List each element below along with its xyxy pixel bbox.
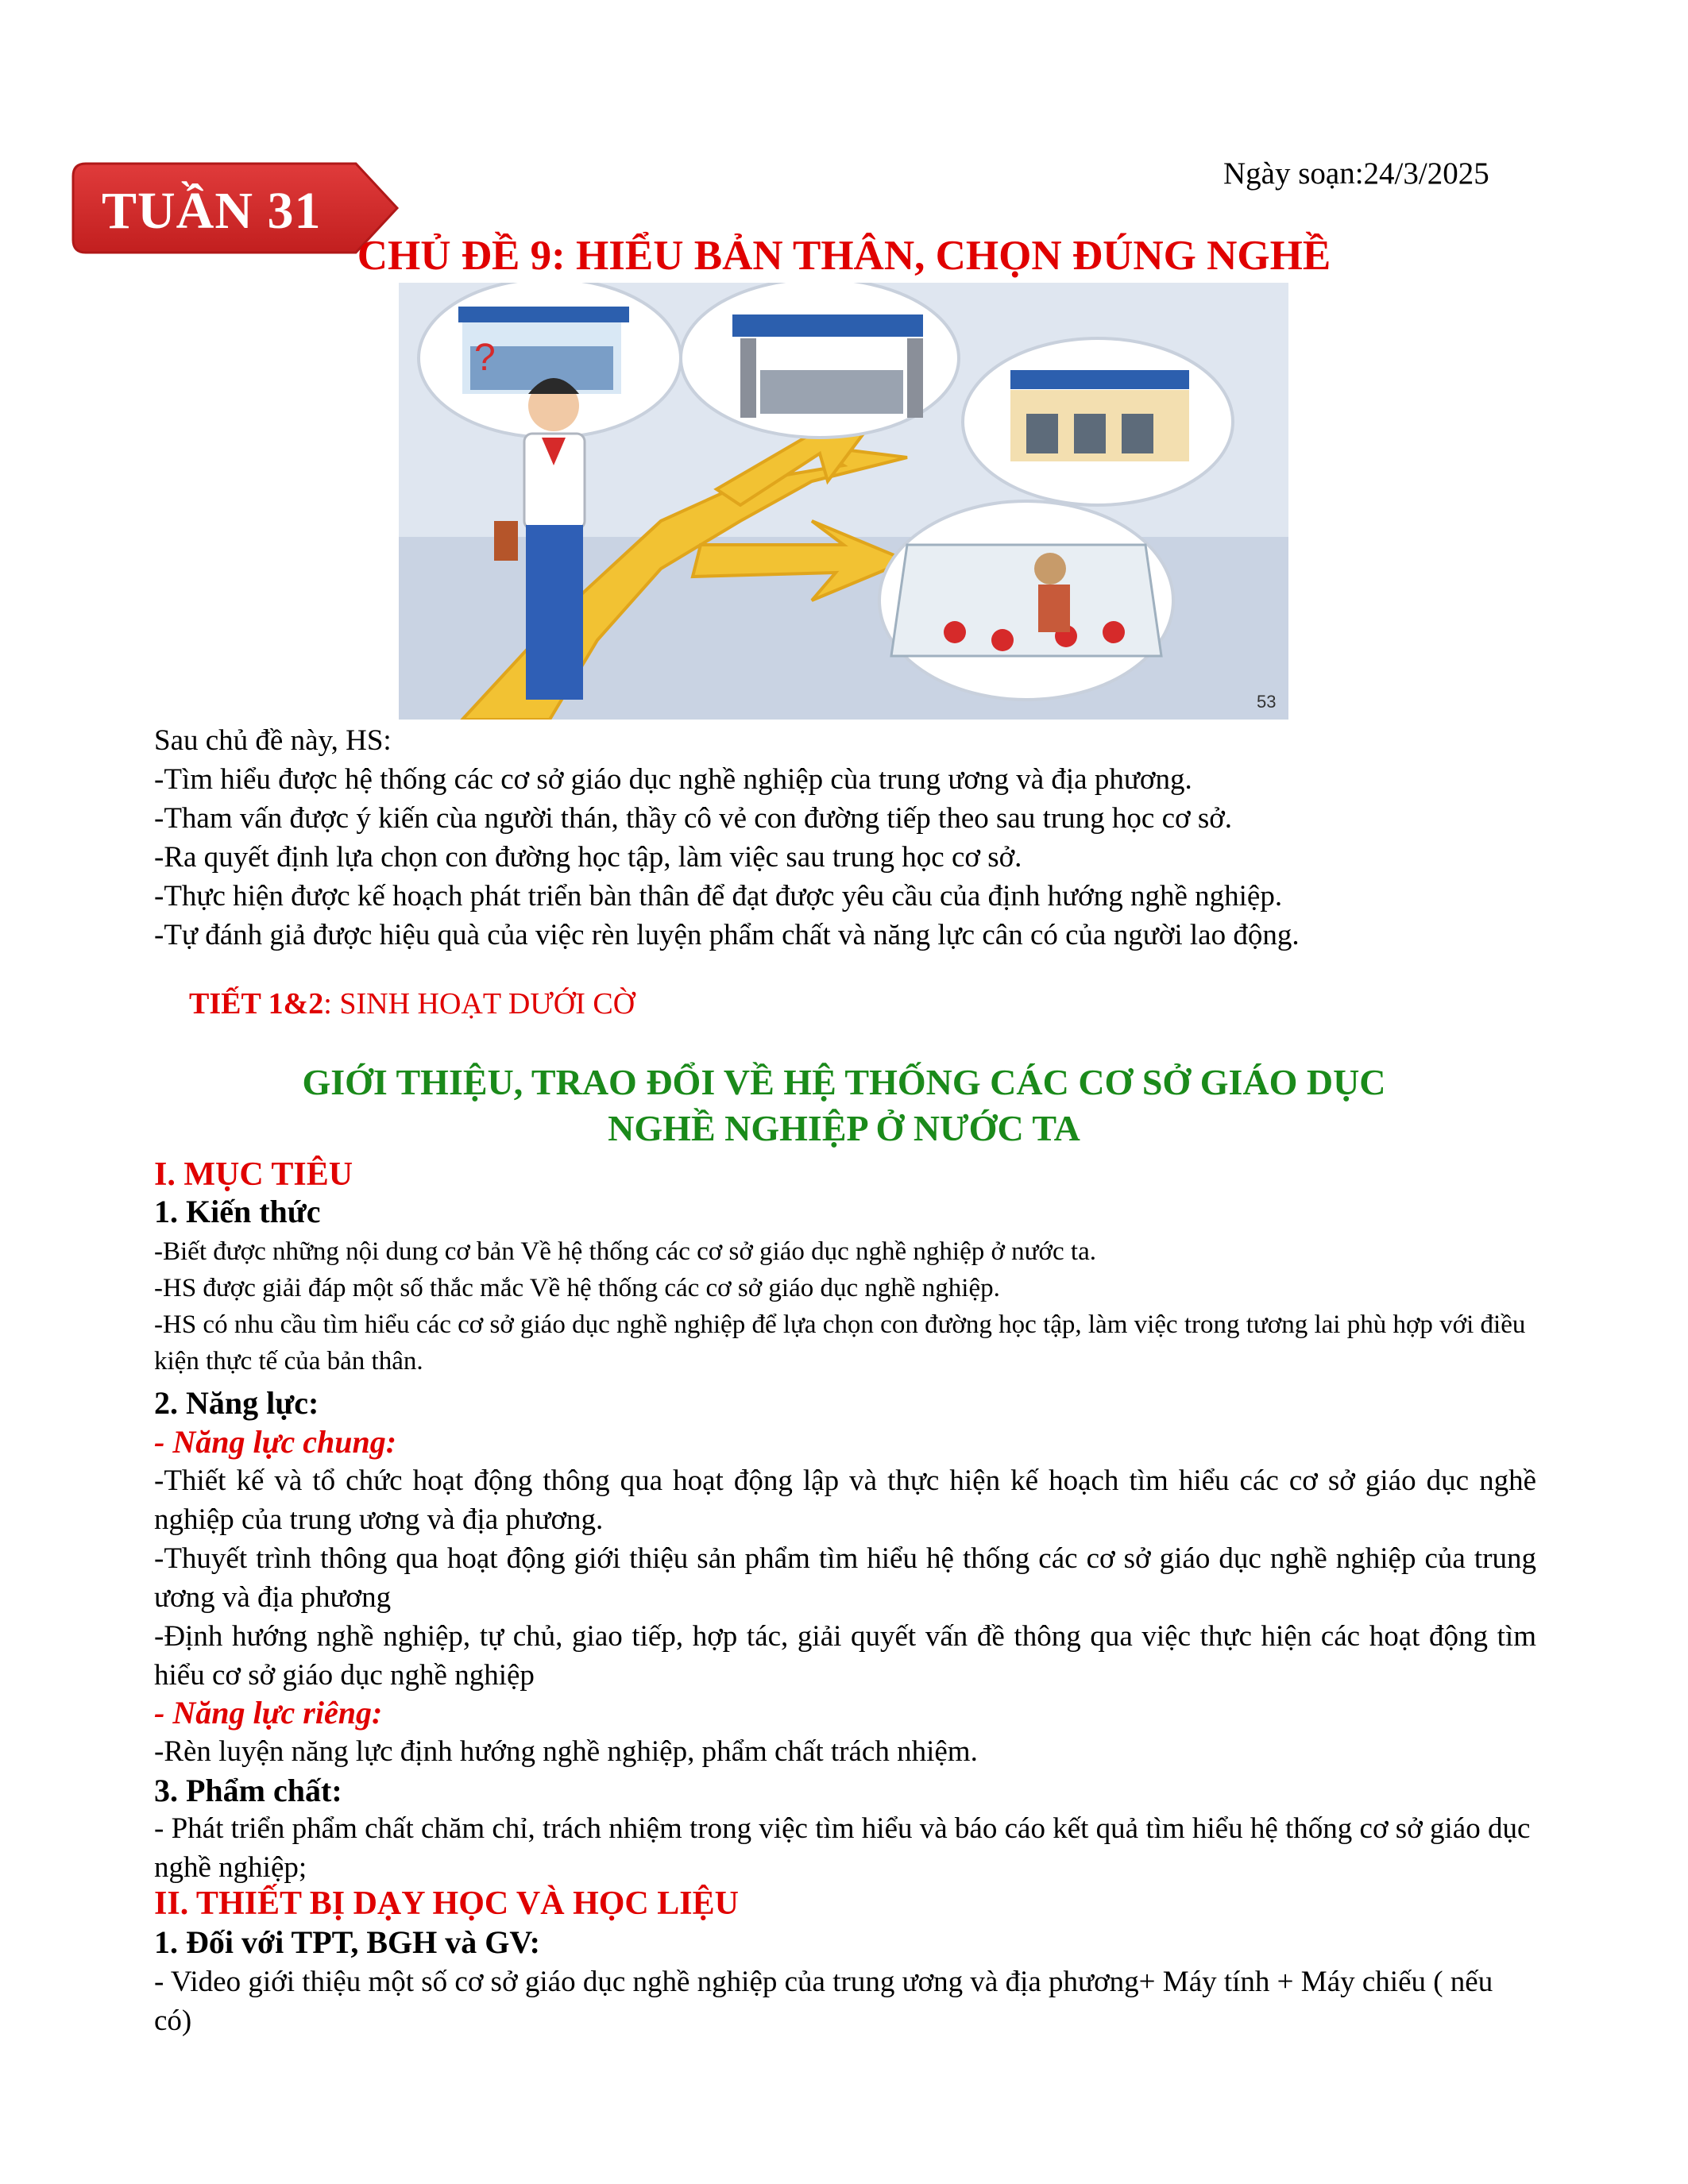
- intro-item: -Thực hiện được kế hoạch phát triển bàn thân để đạt được yêu cầu của định hướng nghề nghiệp.: [154, 880, 1283, 913]
- lesson-rest: : SINH HOẠT DƯỚI CỜ: [323, 987, 635, 1021]
- svg-text:?: ?: [474, 337, 496, 379]
- specific-competence-heading: - Năng lực riêng:: [154, 1695, 383, 1731]
- illustration-page-number: 53: [1257, 692, 1277, 712]
- lesson-heading: [189, 986, 635, 1021]
- intro-lead: Sau chủ đề này, HS:: [154, 724, 392, 757]
- knowledge-item: -Biết được những nội dung cơ bản Về hệ thống các cơ sở giáo dục nghề nghiệp ở nước ta.: [154, 1237, 1096, 1266]
- lesson-title-line1: GIỚI THIỆU, TRAO ĐỔI VỀ HỆ THỐNG CÁC CƠ SỞ GIÁO DỤC: [302, 1062, 1386, 1102]
- quality-item: - Phát triển phẩm chất chăm chỉ, trách nhiệm trong việc tìm hiểu và báo cáo kết quả tìm hiểu hệ thống cơ sở giáo dục nghề nghiệp;: [154, 1812, 1531, 1884]
- general-competence-item: -Định hướng nghề nghiệp, tự chủ, giao tiếp, hợp tác, giải quyết vấn đề thông qua việc thực hiện các hoạt động tìm hiểu cơ sở giáo dục nghề nghiệp: [154, 1620, 1536, 1692]
- intro-item: -Tìm hiểu được hệ thống các cơ sở giáo dục nghề nghiệp cùa trung ương và địa phương.: [154, 763, 1192, 796]
- competence-heading: 2. Năng lực:: [154, 1385, 319, 1421]
- lesson-title-line2: NGHỀ NGHIỆP Ở NƯỚC TA: [608, 1108, 1080, 1148]
- general-competence-item: -Thuyết trình thông qua hoạt động giới thiệu sản phẩm tìm hiểu hệ thống các cơ sở giáo dục nghề nghiệp của trung ương và địa phương: [154, 1542, 1536, 1614]
- specific-competence-item: -Rèn luyện năng lực định hướng nghề nghiệp, phẩm chất trách nhiệm.: [154, 1735, 978, 1768]
- knowledge-item: -HS được giải đáp một số thắc mắc Về hệ thống các cơ sở giáo dục nghề nghiệp.: [154, 1274, 1000, 1302]
- objectives-heading: I. MỤC TIÊU: [154, 1156, 353, 1193]
- general-competence-item: -Thiết kế và tổ chức hoạt động thông qua hoạt động lập và thực hiện kế hoạch tìm hiểu các cơ sở giáo dục nghề nghiệp của trung ương và địa phương.: [154, 1464, 1536, 1536]
- knowledge-heading: 1. Kiến thức: [154, 1194, 321, 1229]
- intro-item: -Tham vấn được ý kiến cùa người thán, thầy cô vẻ con đường tiếp theo sau trung học cơ sở.: [154, 802, 1233, 835]
- career-crossroads-illustration: [399, 283, 1288, 720]
- date-label: Ngày soạn:24/3/2025: [1223, 156, 1489, 191]
- general-competence-heading: - Năng lực chung:: [154, 1424, 397, 1460]
- intro-item: -Tự đánh giả được hiệu quà của việc rèn luyện phẩm chất và năng lực cân có của người lao động.: [154, 919, 1300, 951]
- teacher-equipment-heading: 1. Đối với TPT, BGH và GV:: [154, 1924, 540, 1960]
- knowledge-item: -HS có nhu cầu tìm hiểu các cơ sở giáo dục nghề nghiệp để lựa chọn con đường học tập, làm việc trong tương lai phù hợp với điều kiện thực tế của bản thân.: [154, 1310, 1526, 1376]
- topic-title: CHỦ ĐỀ 9: HIỂU BẢN THÂN, CHỌN ĐÚNG NGHỀ: [357, 233, 1331, 279]
- intro-item: -Ra quyết định lựa chọn con đường học tập, làm việc sau trung học cơ sở.: [154, 841, 1022, 874]
- quality-heading: 3. Phẩm chất:: [154, 1773, 342, 1808]
- week-label: TUẦN 31: [102, 182, 322, 240]
- teacher-equipment-item: - Video giới thiệu một số cơ sở giáo dục nghề nghiệp của trung ương và địa phương+ Máy tính + Máy chiếu ( nếu có): [154, 1966, 1493, 2037]
- equipment-heading: II. THIẾT BỊ DẠY HỌC VÀ HỌC LIỆU: [154, 1885, 739, 1922]
- lesson-label: TIẾT 1&2: [189, 987, 324, 1021]
